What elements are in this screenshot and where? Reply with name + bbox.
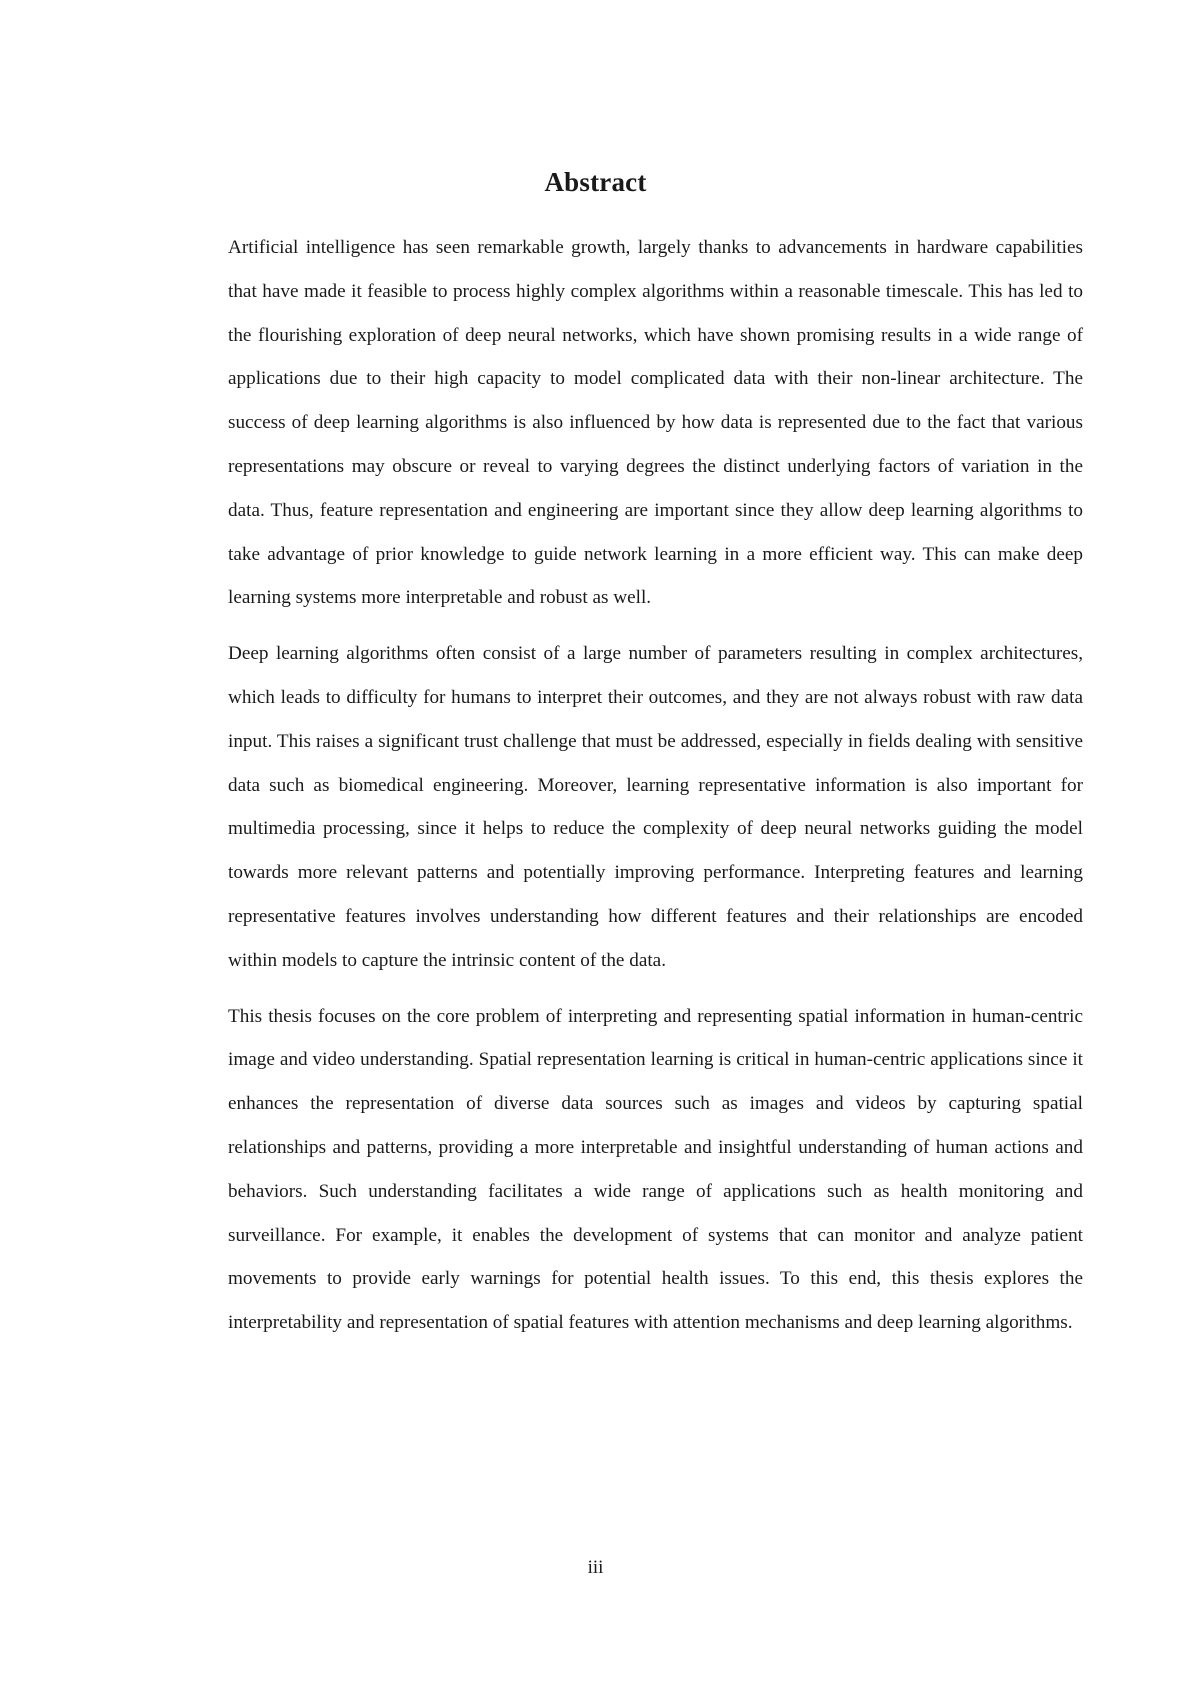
page-number: iii <box>587 1557 604 1578</box>
abstract-body <box>228 226 1083 1357</box>
abstract-paragraph-1: Artificial intelligence has seen remarkable growth, largely thanks to advancements in hardware capabilities that have made it feasible to process highly complex algorithms within a reasonable timescale. This has led to the flourishing exploration of deep neural networks, which have shown promising results in a wide range of applications due to their high capacity to model complicated data with their non-linear architecture. The success of deep learning algorithms is also influenced by how data is represented due to the fact that various representations may obscure or reveal to varying degrees the distinct underlying factors of variation in the data. Thus, feature representation and engineering are important since they allow deep learning algorithms to take advantage of prior knowledge to guide network learning in a more efficient way. This can make deep learning systems more interpretable and robust as well. <box>228 237 1083 609</box>
abstract-paragraph-3: This thesis focuses on the core problem of interpreting and representing spatial information in human-centric image and video understanding. Spatial representation learning is critical in human-centric applications since it enhances the representation of diverse data sources such as images and videos by capturing spatial relationships and patterns, providing a more interpretable and insightful understanding of human actions and behaviors. Such understanding facilitates a wide range of applications such as health monitoring and surveillance. For example, it enables the development of systems that can monitor and analyze patient movements to provide early warnings for potential health issues. To this end, this thesis explores the interpretability and representation of spatial features with attention mechanisms and deep learning algorithms. <box>228 1005 1083 1334</box>
page-title: Abstract <box>544 167 647 197</box>
abstract-paragraph-2: Deep learning algorithms often consist of a large number of parameters resulting in complex architectures, which leads to difficulty for humans to interpret their outcomes, and they are not always robust with raw data input. This raises a significant trust challenge that must be addressed, especially in fields dealing with sensitive data such as biomedical engineering. Moreover, learning representative information is also important for multimedia processing, since it helps to reduce the complexity of deep neural networks guiding the model towards more relevant patterns and potentially improving performance. Interpreting features and learning representative features involves understanding how different features and their relationships are encoded within models to capture the intrinsic content of the data. <box>228 643 1083 971</box>
